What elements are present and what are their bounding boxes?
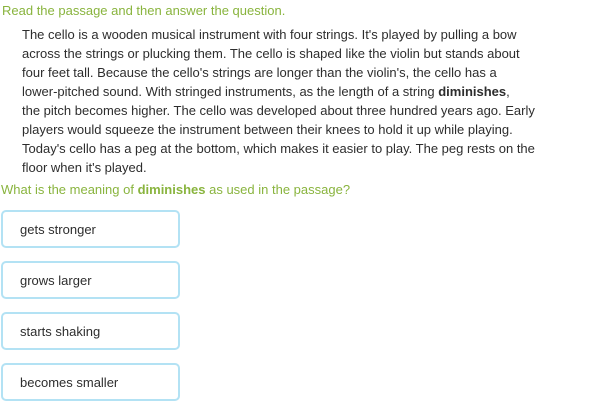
answer-choices bbox=[1, 210, 600, 401]
passage-line: Today's cello has a peg at the bottom, which makes it easier to play. The peg rests on the bbox=[22, 141, 535, 156]
question-pre: What is the meaning of bbox=[1, 182, 138, 197]
vocab-word-bold: diminishes bbox=[438, 84, 507, 99]
choice-grows-larger[interactable]: grows larger bbox=[1, 261, 180, 299]
choice-gets-stronger[interactable]: gets stronger bbox=[1, 210, 180, 248]
passage-line: floor when it's played. bbox=[22, 160, 147, 175]
question-text bbox=[1, 180, 600, 199]
passage-text: , bbox=[506, 84, 510, 99]
vocab-word-bold: diminishes bbox=[137, 182, 206, 197]
passage bbox=[22, 25, 592, 177]
passage-line: The cello is a wooden musical instrument with four strings. It's played by pulling a bow bbox=[22, 27, 517, 42]
choice-becomes-smaller[interactable]: becomes smaller bbox=[1, 363, 180, 401]
passage-text: lower-pitched sound. With stringed instruments, as the length of a string bbox=[22, 84, 439, 99]
passage-line: the pitch becomes higher. The cello was developed about three hundred years ago. Early bbox=[22, 103, 535, 118]
passage-line: four feet tall. Because the cello's strings are longer than the violin's, the cello has a bbox=[22, 65, 497, 80]
passage-line: across the strings or plucking them. The cello is shaped like the violin but stands about bbox=[22, 46, 520, 61]
question-post: as used in the passage? bbox=[205, 182, 351, 197]
instruction-text: Read the passage and then answer the question. bbox=[2, 3, 286, 18]
choice-starts-shaking[interactable]: starts shaking bbox=[1, 312, 180, 350]
passage-line bbox=[22, 82, 592, 101]
passage-line: players would squeeze the instrument between their knees to hold it up while playing. bbox=[22, 122, 513, 137]
